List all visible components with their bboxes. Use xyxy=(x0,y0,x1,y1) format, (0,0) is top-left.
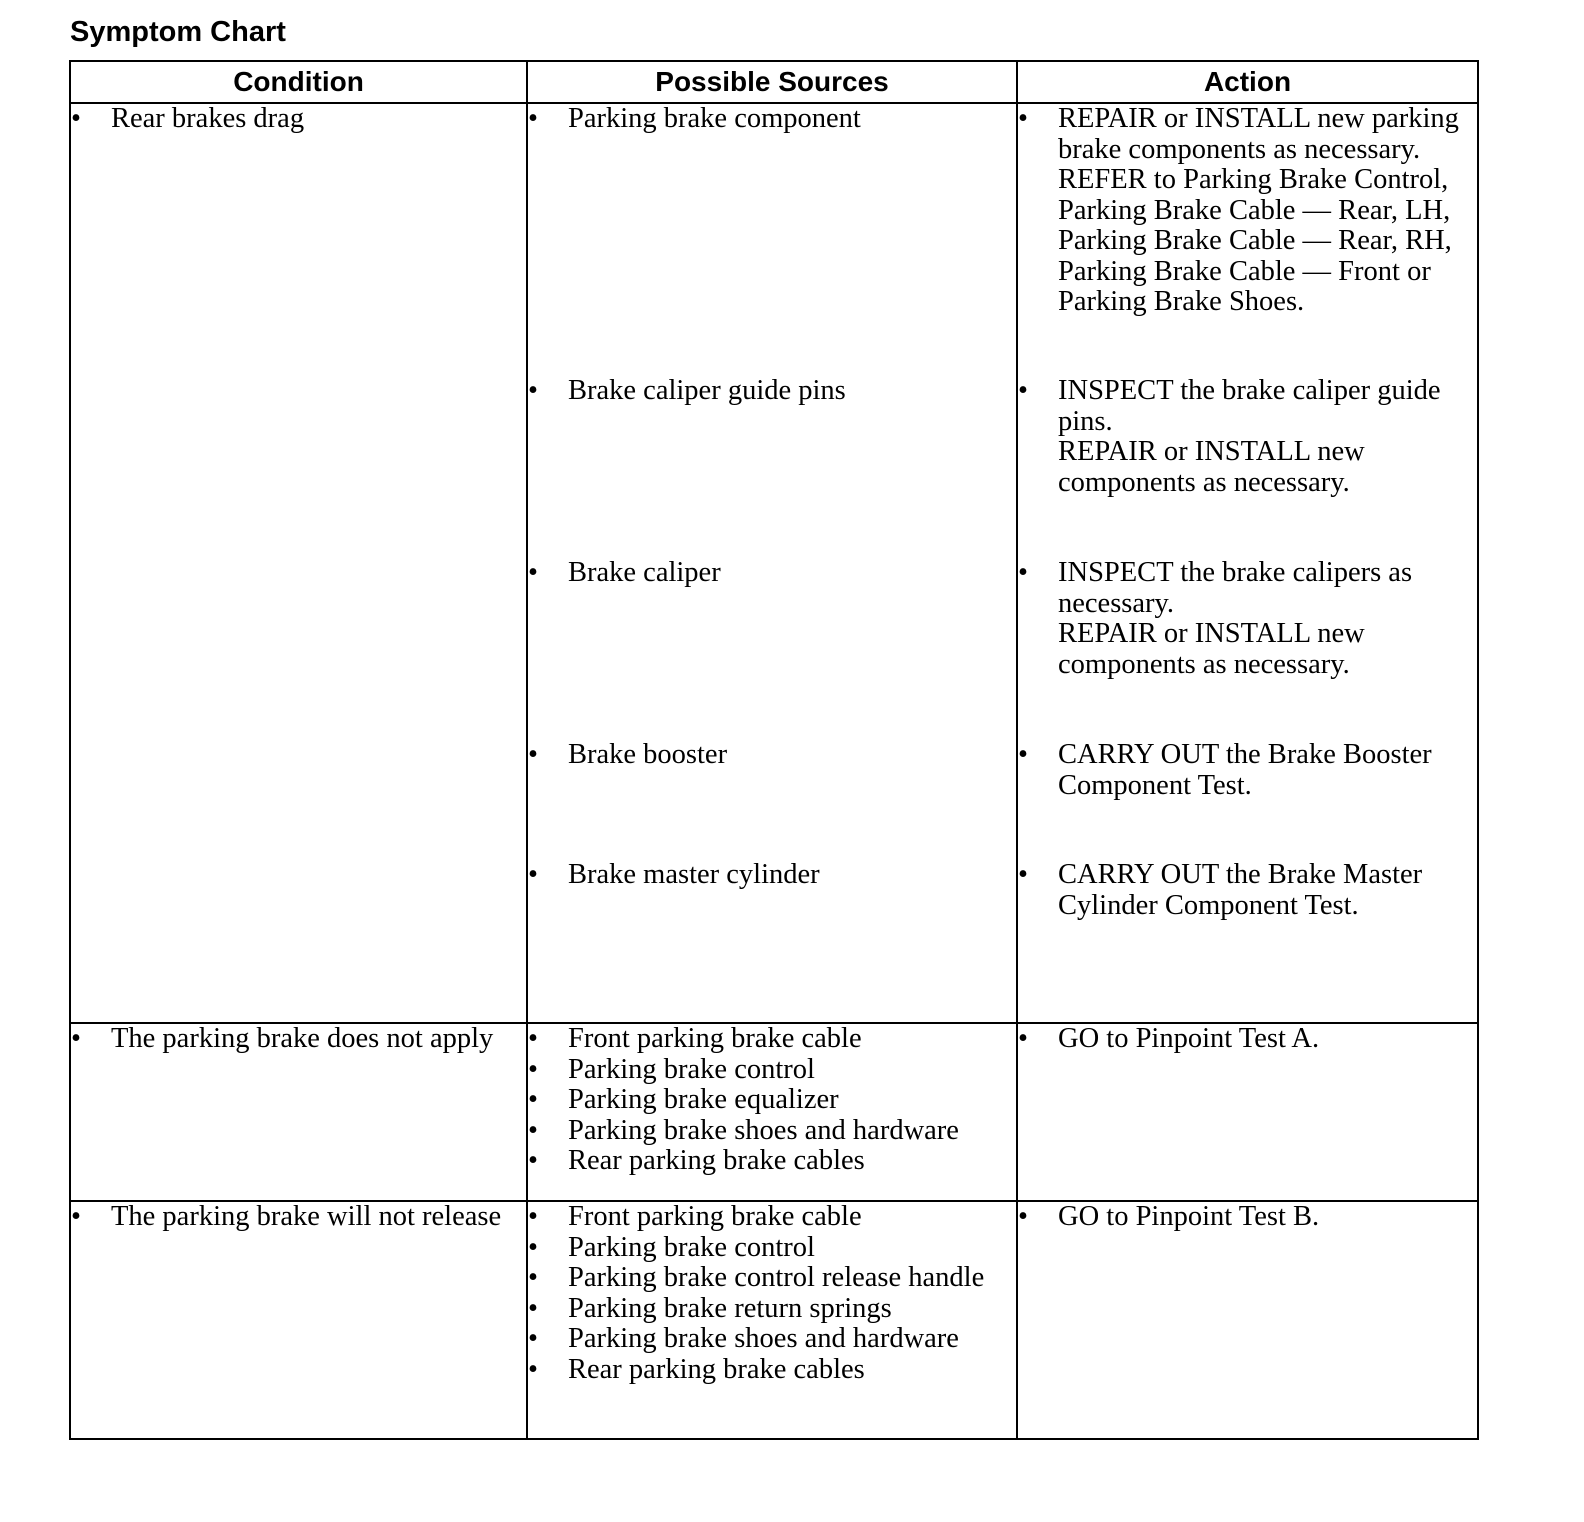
action-cell: • REPAIR or INSTALL new parking brake components as necessary. REFER to Parking Brake Control, Parking Brake Cable — Rear, LH, Parking Brake Cable — Rear, RH, Parking Brake Cable — Front or Parking Brake Shoes. • INSPECT the brake caliper guide pins. REPAIR or INSTALL new components as necessary. • INSPECT the brake calipers as necessary. REPAIR or INSTALL new components as necessary. • CARRY OUT the Brake Booster Component Test. • CARRY OUT the Brake Master Cylinder Component Test. xyxy=(1017,103,1478,1023)
action-text: REPAIR or INSTALL new components as necessary. xyxy=(1058,436,1365,498)
source-item: • Parking brake shoes and hardware xyxy=(528,1324,1016,1355)
source-item: • Rear parking brake cables xyxy=(528,1355,1016,1386)
symptom-chart-table xyxy=(69,60,1479,1440)
action-text: INSPECT the brake caliper guide pins. xyxy=(1058,375,1441,437)
source-item: • Parking brake return springs xyxy=(528,1294,1016,1325)
header-row xyxy=(70,61,1478,103)
source-item: • Parking brake equalizer xyxy=(528,1085,1016,1116)
source-item: • Front parking brake cable xyxy=(528,1024,1016,1055)
page-title: Symptom Chart xyxy=(70,16,286,48)
source-item: Brake booster xyxy=(568,739,728,770)
action-text: CARRY OUT the Brake Master Cylinder Component Test. xyxy=(1058,859,1423,921)
header-condition: Condition xyxy=(70,61,527,103)
action-text: INSPECT the brake calipers as necessary. xyxy=(1058,557,1413,619)
action-text: • GO to Pinpoint Test A. xyxy=(1018,1024,1477,1055)
condition-text: • Rear brakes drag xyxy=(71,104,526,135)
sources-cell xyxy=(527,1023,1017,1201)
source-item: Brake master cylinder xyxy=(568,859,820,890)
action-cell xyxy=(1017,1201,1478,1439)
source-item: • Parking brake control xyxy=(528,1233,1016,1264)
action-cell xyxy=(1017,1023,1478,1201)
condition-cell xyxy=(70,1201,527,1439)
source-item: • Front parking brake cable xyxy=(528,1202,1016,1233)
condition-cell xyxy=(70,1023,527,1201)
table-row xyxy=(70,103,1478,1023)
condition-text: • The parking brake will not release xyxy=(71,1202,526,1233)
source-item: • Parking brake control xyxy=(528,1055,1016,1086)
sources-cell xyxy=(527,1201,1017,1439)
action-text: REPAIR or INSTALL new parking brake components as necessary. REFER to Parking Brake Control, Parking Brake Cable — Rear, LH, Parking Brake Cable — Rear, RH, Parking Brake Cable — Front or Parking Brake Shoes. xyxy=(1058,103,1459,317)
action-text: • GO to Pinpoint Test B. xyxy=(1018,1202,1477,1233)
action-text: CARRY OUT the Brake Booster Component Test. xyxy=(1058,739,1432,801)
table-row xyxy=(70,1201,1478,1439)
header-possible-sources: Possible Sources xyxy=(527,61,1017,103)
header-action: Action xyxy=(1017,61,1478,103)
source-item: • Parking brake control release handle xyxy=(528,1263,1016,1294)
source-item: • Parking brake shoes and hardware xyxy=(528,1116,1016,1147)
source-item: Parking brake component xyxy=(568,103,861,134)
sources-cell: • Parking brake component • Brake caliper guide pins • Brake caliper • Brake booster • Brake master cylinder xyxy=(527,103,1017,1023)
table-row xyxy=(70,1023,1478,1201)
source-item: • Rear parking brake cables xyxy=(528,1146,1016,1177)
condition-cell xyxy=(70,103,527,1023)
source-item: Brake caliper guide pins xyxy=(568,375,846,406)
source-item: Brake caliper xyxy=(568,557,721,588)
action-text: REPAIR or INSTALL new components as necessary. xyxy=(1058,618,1365,680)
condition-text: • The parking brake does not apply xyxy=(71,1024,526,1055)
